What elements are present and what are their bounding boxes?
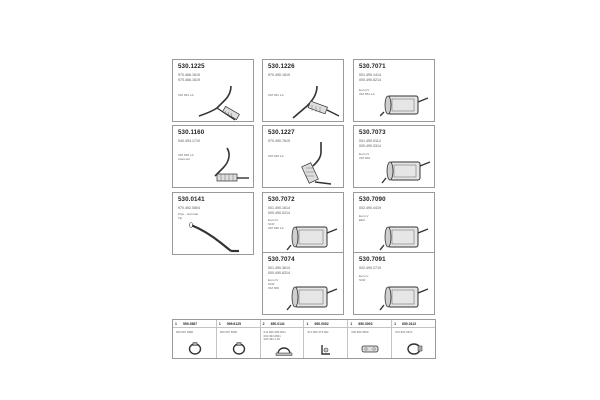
clamp-icon (187, 342, 203, 356)
oem-number: 970.492.0804 (178, 206, 200, 210)
part-card-530-7072[interactable] (262, 192, 344, 255)
application-note: Euro IV (268, 218, 279, 222)
oem-number: 000.490.6314 (268, 271, 290, 275)
accessory-qty: 1 (306, 321, 309, 326)
accessory-item[interactable] (304, 320, 348, 358)
part-card-530-7071[interactable] (353, 59, 435, 122)
accessory-header (348, 320, 391, 328)
application-note: Tip (178, 216, 183, 220)
part-code: 530.7091 (359, 256, 386, 263)
accessory-oem: 000.990.3590 (351, 330, 369, 334)
part-card-530-7090[interactable] (353, 192, 435, 255)
flexible-pipe-icon (197, 144, 253, 188)
part-code: 530.0141 (178, 196, 205, 203)
silencer-box-icon (380, 90, 432, 120)
accessory-oem: 000.997 9990 (176, 330, 194, 334)
part-card-530-0141[interactable] (172, 192, 254, 255)
oem-number: 970.490.7619 (268, 139, 290, 143)
part-code: 530.7072 (268, 196, 295, 203)
tail-pipe-icon (187, 219, 251, 255)
accessory-item[interactable] (173, 320, 217, 358)
part-card-530-7091[interactable] (353, 252, 435, 315)
part-code: 530.7071 (359, 63, 386, 70)
clamp-icon (275, 344, 293, 358)
part-code: 530.1227 (268, 129, 295, 136)
accessory-qty: 1 (394, 321, 397, 326)
flexible-pipe-icon (287, 82, 343, 122)
oem-number: 000.490.3314 (359, 144, 381, 148)
oem-number: 970.490.1619 (268, 73, 290, 77)
part-code: 530.1226 (268, 63, 295, 70)
application-note: Euro IV (359, 152, 370, 156)
accessory-header (392, 320, 435, 328)
application-note: OM 651 LA (359, 92, 375, 96)
application-note: OM 926 LA (268, 226, 284, 230)
accessory-header (304, 320, 347, 328)
oem-number: 001.490.9114 (359, 139, 381, 143)
silencer-box-icon (378, 281, 432, 313)
silencer-box-icon (285, 221, 341, 253)
part-code: 530.1160 (178, 129, 205, 136)
gasket-icon (360, 343, 380, 355)
oem-number: 001.490.1414 (359, 73, 381, 77)
accessory-qty: 1 (350, 321, 353, 326)
oem-number: 970.466.1619 (178, 73, 200, 77)
part-card-530-1225[interactable] (172, 59, 254, 122)
flexible-pipe-icon (195, 82, 253, 122)
clamp-icon (231, 342, 247, 356)
silencer-box-icon (380, 156, 432, 186)
part-card-530-7073[interactable] (353, 125, 435, 188)
oem-number: 970.466.1619 (178, 78, 200, 82)
part-code: 530.7090 (359, 196, 386, 203)
accessory-oem: 970.990 0310 (395, 330, 413, 334)
accessory-item[interactable] (261, 320, 305, 358)
application-note: Euro V (359, 214, 369, 218)
accessory-item[interactable] (348, 320, 392, 358)
accessories-strip (172, 319, 436, 359)
accessory-code: 650.3003 (358, 321, 373, 326)
application-note: OM 926 LA (178, 153, 194, 157)
oem-number: 002.490.2719 (359, 266, 381, 270)
accessory-header (173, 320, 216, 328)
application-note: SCR (359, 278, 366, 282)
accessory-oem: 000.997 6990 (219, 330, 237, 334)
application-note: Euro IV (268, 278, 279, 282)
application-note: Euro IV (359, 88, 370, 92)
accessory-header (217, 320, 260, 328)
flexible-pipe-icon (291, 138, 343, 188)
application-note: SCR (268, 282, 275, 286)
accessory-code: 650.0002 (314, 321, 329, 326)
application-note: Pipe - terminal (178, 212, 198, 216)
part-card-530-1160[interactable] (172, 125, 254, 188)
part-card-530-1227[interactable] (262, 125, 344, 188)
accessory-qty: 2 (262, 321, 265, 326)
accessory-oem: 000.492.1.40 (263, 337, 280, 341)
oem-number: 001.490.3614 (268, 266, 290, 270)
application-note: Euro V (359, 274, 369, 278)
accessory-item[interactable] (217, 320, 261, 358)
oem-number: 940.493.1710 (178, 139, 200, 143)
accessory-oem: 000.492.0841 (263, 333, 281, 338)
part-code: 530.7074 (268, 256, 295, 263)
oem-number: 000.490.6214 (359, 78, 381, 82)
accessory-code: 650.0112 (402, 321, 417, 326)
oem-number: 001.490.1614 (268, 206, 290, 210)
oem-number: 002.490.4419 (359, 206, 381, 210)
part-code: 530.7073 (359, 129, 386, 136)
accessory-code: 650.0141 (270, 321, 285, 326)
accessory-oem: 011.990 399 0611 (263, 330, 286, 334)
accessory-qty: 1 (175, 321, 177, 326)
application-note: SCR (268, 222, 275, 226)
accessory-code: 599.3567 (183, 321, 198, 326)
accessory-item[interactable] (392, 320, 435, 358)
silencer-box-icon (285, 281, 341, 313)
clamp-icon (405, 342, 423, 356)
accessory-oem: 971.990 373.002 (307, 330, 329, 334)
application-note: EEV (359, 218, 366, 222)
application-note: Intercool (178, 157, 190, 161)
part-card-530-7074[interactable] (262, 252, 344, 315)
mounting-bracket-icon (318, 342, 334, 358)
application-note: OM 651 LA (268, 93, 284, 97)
part-card-530-1226[interactable] (262, 59, 344, 122)
application-note: OM 651 LA (178, 93, 194, 97)
accessory-header (261, 320, 304, 328)
application-note: OM 904 (359, 156, 371, 160)
silencer-box-icon (378, 221, 432, 253)
accessory-code: 599.6125 (226, 321, 241, 326)
part-code: 530.1225 (178, 63, 205, 70)
application-note: OM 906 (268, 286, 280, 290)
oem-number: 000.490.0214 (268, 211, 290, 215)
accessory-qty: 1 (218, 321, 221, 326)
application-note: OM 926 LA (268, 154, 284, 158)
